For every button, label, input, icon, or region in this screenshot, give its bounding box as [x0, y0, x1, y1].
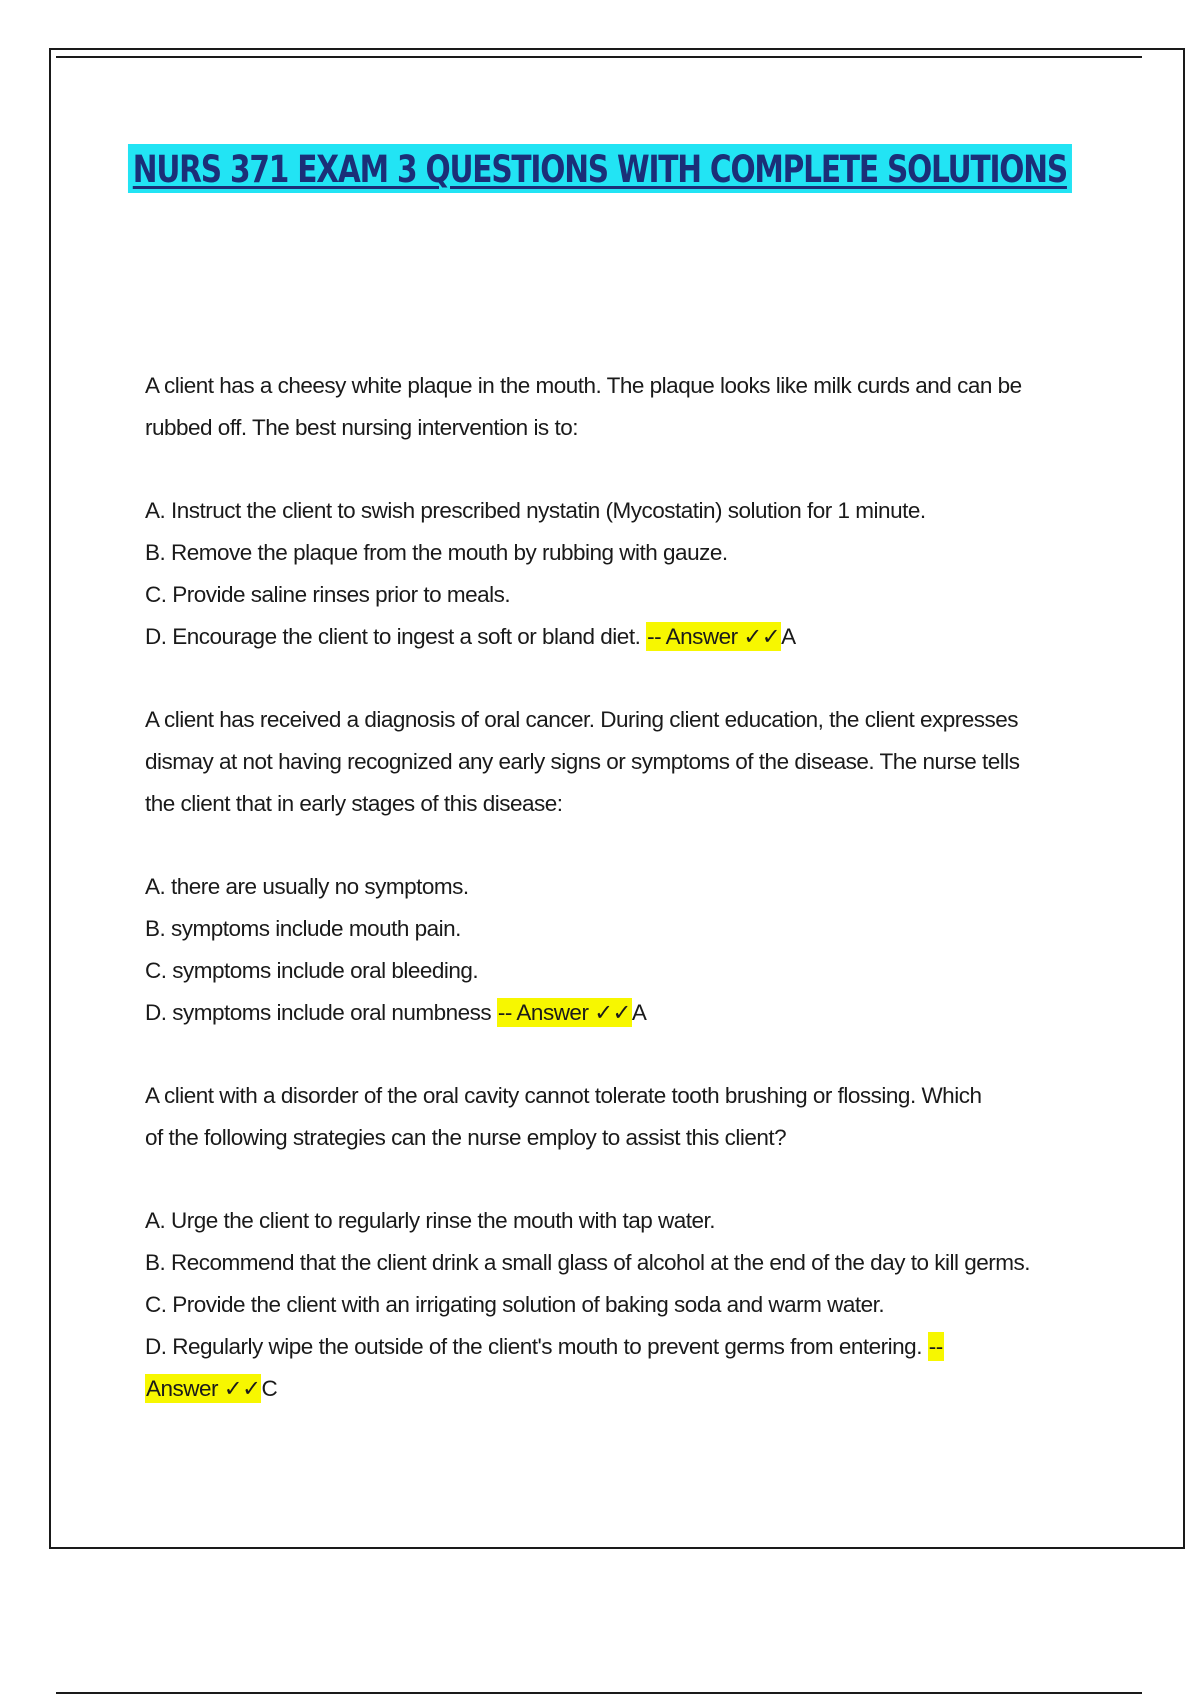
answer-value: C: [261, 1376, 278, 1401]
option-c: C. symptoms include oral bleeding.: [145, 958, 479, 983]
question-3: [145, 1075, 1095, 1410]
answer-line: [145, 1368, 1095, 1410]
answer-tag: -- Answer ✓✓: [647, 624, 781, 649]
option-c: C. Provide saline rinses prior to meals.: [145, 582, 511, 607]
option-b: B. Recommend that the client drink a small glass of alcohol at the end of the day to kill germs.: [145, 1250, 1030, 1275]
answer-value: A: [631, 1000, 647, 1025]
option-d-with-answer: [145, 1326, 1095, 1368]
question-1: [145, 365, 1095, 658]
option-d: D. Regularly wipe the outside of the client's mouth to prevent germs from entering.: [145, 1334, 922, 1359]
question-list: [145, 365, 1095, 1451]
question-stem-line: A client with a disorder of the oral cavity cannot tolerate tooth brushing or flossing. Which: [145, 1083, 982, 1108]
answer-tag: --: [928, 1334, 943, 1359]
question-stem-line: A client has a cheesy white plaque in the mouth. The plaque looks like milk curds and can be: [145, 373, 1022, 398]
option-b: B. Remove the plaque from the mouth by rubbing with gauze.: [145, 540, 728, 565]
option-a: A. there are usually no symptoms.: [145, 874, 469, 899]
option-d: D. Encourage the client to ingest a soft or bland diet.: [145, 624, 641, 649]
question-stem-line: the client that in early stages of this disease:: [145, 791, 563, 816]
bottom-rule: [56, 1692, 1142, 1694]
document-title: NURS 371 EXAM 3 QUESTIONS WITH COMPLETE SOLUTIONS: [128, 144, 1072, 193]
question-1-stem: [145, 365, 1095, 449]
question-2: [145, 699, 1095, 1034]
option-c: C. Provide the client with an irrigating solution of baking soda and warm water.: [145, 1292, 885, 1317]
option-a: A. Urge the client to regularly rinse the mouth with tap water.: [145, 1208, 716, 1233]
title-container: [0, 144, 1200, 193]
answer-value: A: [781, 624, 796, 649]
answer-tag: -- Answer ✓✓: [497, 1000, 631, 1025]
top-rule: [56, 56, 1142, 58]
option-b: B. symptoms include mouth pain.: [145, 916, 461, 941]
option-d: D. symptoms include oral numbness: [145, 1000, 492, 1025]
question-2-stem: [145, 699, 1095, 825]
question-3-stem: [145, 1075, 1095, 1159]
option-d-with-answer: [145, 616, 1095, 658]
question-stem-line: rubbed off. The best nursing intervention is to:: [145, 415, 578, 440]
option-d-with-answer: [145, 992, 1095, 1034]
question-stem-line: of the following strategies can the nurse employ to assist this client?: [145, 1125, 787, 1150]
option-a: A. Instruct the client to swish prescribed nystatin (Mycostatin) solution for 1 minute.: [145, 498, 926, 523]
question-stem-line: A client has received a diagnosis of oral cancer. During client education, the client expresses: [145, 707, 1019, 732]
answer-tag: Answer ✓✓: [146, 1376, 261, 1401]
question-stem-line: dismay at not having recognized any early signs or symptoms of the disease. The nurse tells: [145, 749, 1020, 774]
